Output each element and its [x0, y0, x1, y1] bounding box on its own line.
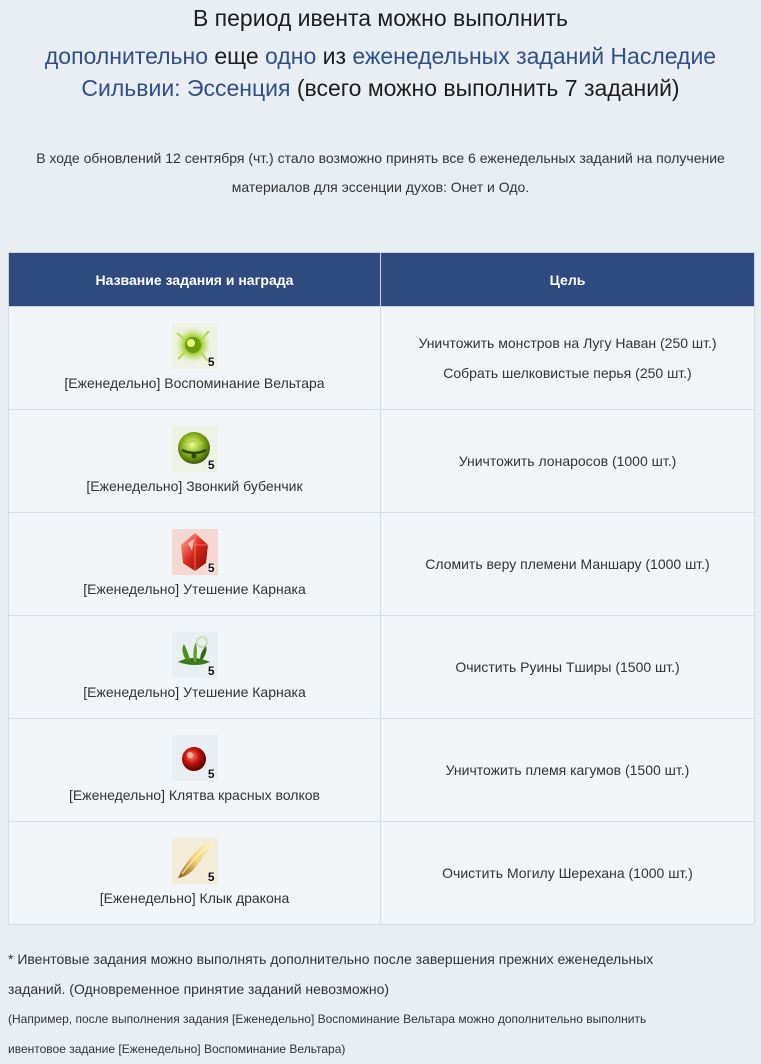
- reward-quantity: 5: [207, 664, 215, 678]
- footnote-example-line-2: ивентовое задание [Еженедельно] Воспоминание Вельтара): [8, 1042, 346, 1056]
- reward-quantity: 5: [207, 561, 215, 575]
- headline-text: В период ивента можно выполнить: [192, 5, 569, 31]
- quest-name: [Еженедельно] Утешение Карнака: [83, 581, 306, 597]
- headline-line-2: [0, 39, 761, 73]
- table-row: [9, 616, 755, 719]
- intro-line-1: В ходе обновлений 12 сентября (чт.) стало возможно принять все 6 еженедельных заданий на получение: [36, 150, 725, 166]
- headline-text: из: [316, 43, 353, 69]
- headline-text: (всего можно выполнить 7 заданий): [290, 75, 680, 101]
- table-row: [9, 307, 755, 410]
- quest-name: [Еженедельно] Утешение Карнака: [83, 684, 306, 700]
- footnote-example-line-1: (Например, после выполнения задания [Еженедельно] Воспоминание Вельтара можно дополнительно выполнить: [8, 1012, 647, 1026]
- quest-cell: [9, 616, 381, 719]
- quest-cell: [9, 410, 381, 513]
- header-goal: Цель: [381, 253, 755, 307]
- goal-line: Собрать шелковистые перья (250 шт.): [443, 365, 692, 381]
- footnote-line-1: * Ивентовые задания можно выполнять дополнительно после завершения прежних еженедельных: [8, 951, 654, 967]
- quest-name: [Еженедельно] Звонкий бубенчик: [86, 478, 303, 494]
- quest-name: [Еженедельно] Клятва красных волков: [69, 787, 320, 803]
- quest-cell: [9, 513, 381, 616]
- goal-cell: [381, 616, 755, 719]
- goal-line: Уничтожить племя кагумов (1500 шт.): [445, 762, 690, 778]
- headline-highlight: дополнительно: [44, 43, 208, 69]
- headline-highlight: еженедельных заданий Наследие: [352, 43, 717, 69]
- quest-name: [Еженедельно] Воспоминание Вельтара: [64, 375, 325, 391]
- goal-line: Очистить Могилу Шерехана (1000 шт.): [442, 865, 693, 881]
- quest-cell: [9, 307, 381, 410]
- headline-line-3: [0, 71, 761, 105]
- red-sphere-icon: [172, 735, 218, 781]
- goal-line: Уничтожить монстров на Лугу Наван (250 шт.): [418, 335, 717, 351]
- goal-cell: [381, 719, 755, 822]
- goal-line: Сломить веру племени Маншару (1000 шт.): [425, 556, 710, 572]
- reward-quantity: 5: [207, 458, 215, 472]
- reward-quantity: 5: [207, 355, 215, 369]
- footnote: [8, 944, 748, 1064]
- golden-fang-icon: [172, 838, 218, 884]
- footnote-line-2: заданий. (Одновременное принятие заданий невозможно): [8, 981, 390, 997]
- goal-cell: [381, 410, 755, 513]
- table-header-row: [9, 253, 755, 307]
- reward-quantity: 5: [207, 767, 215, 781]
- headline-highlight: Сильвии: Эссенция: [81, 75, 291, 101]
- green-bell-icon: [172, 426, 218, 472]
- quest-cell: [9, 822, 381, 925]
- red-crystal-icon: [172, 529, 218, 575]
- quest-table: [8, 252, 755, 925]
- headline-text: еще: [208, 43, 266, 69]
- goal-line: Уничтожить лонаросов (1000 шт.): [458, 453, 677, 469]
- table-row: [9, 719, 755, 822]
- intro-line-2: материалов для эссенции духов: Онет и Одо.: [231, 179, 530, 195]
- reward-quantity: 5: [207, 870, 215, 884]
- green-orb-icon: [172, 323, 218, 369]
- table-row: [9, 822, 755, 925]
- goal-cell: [381, 513, 755, 616]
- table-row: [9, 513, 755, 616]
- quest-name: [Еженедельно] Клык дракона: [99, 890, 290, 906]
- headline-line-1: [0, 1, 761, 35]
- table-row: [9, 410, 755, 513]
- intro-paragraph: [0, 144, 761, 202]
- quest-cell: [9, 719, 381, 822]
- header-quest-name: Название задания и награда: [9, 253, 381, 307]
- goal-cell: [381, 822, 755, 925]
- green-plant-icon: [172, 632, 218, 678]
- goal-cell: [381, 307, 755, 410]
- goal-line: Очистить Руины Тширы (1500 шт.): [455, 659, 680, 675]
- headline-highlight: одно: [265, 43, 317, 69]
